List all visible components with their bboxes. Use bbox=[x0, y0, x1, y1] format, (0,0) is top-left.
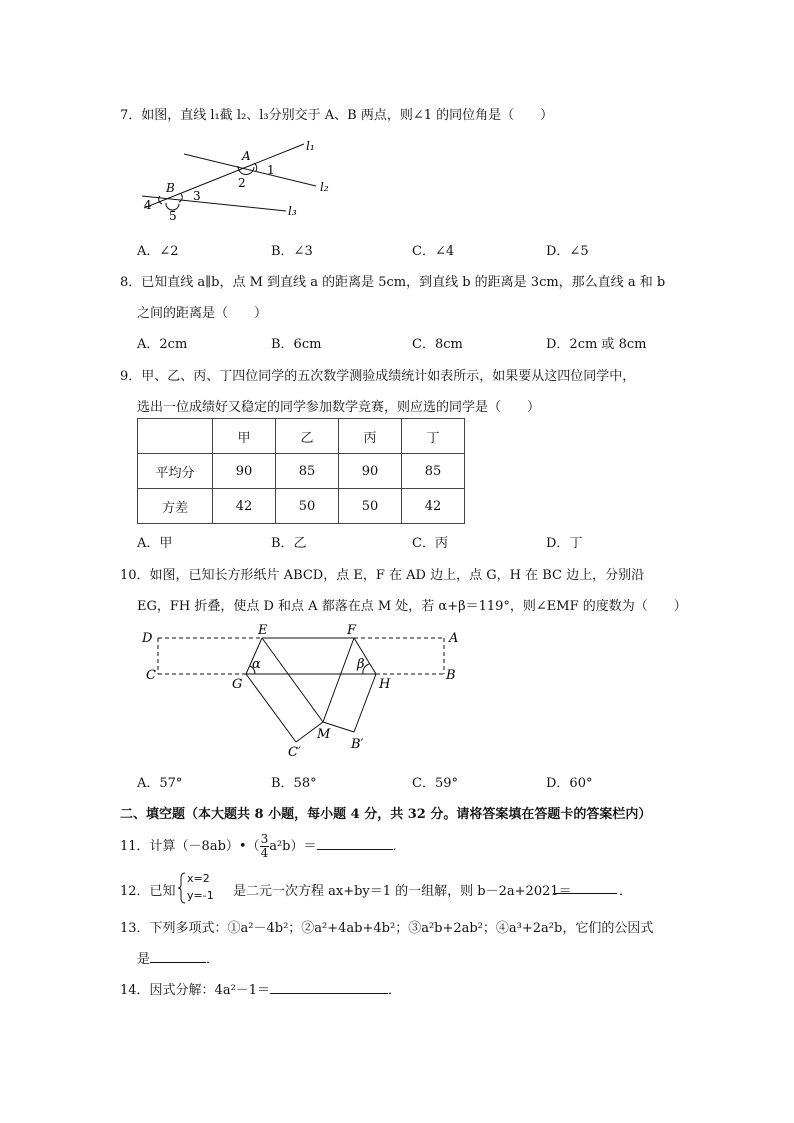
table-cell: 90 bbox=[339, 454, 402, 489]
q10-label-G: G bbox=[232, 677, 243, 692]
q7-label-1: 1 bbox=[267, 163, 275, 177]
q11-prefix: 11．计算（－8ab）•（ bbox=[120, 839, 260, 854]
q14 bbox=[120, 979, 401, 998]
table-row bbox=[138, 454, 465, 489]
q7-label-4: 4 bbox=[144, 198, 152, 212]
q12-suffix: ． bbox=[619, 884, 633, 899]
table-cell: 方差 bbox=[138, 489, 213, 524]
q9-line1: 9．甲、乙、丙、丁四位同学的五次数学测验成绩统计如表所示，如果要从这四位同学中， bbox=[120, 369, 636, 384]
q9-option-a: A．甲 bbox=[137, 536, 173, 551]
q10-label-A: A bbox=[449, 631, 459, 646]
q10-option-c: C．59° bbox=[412, 776, 458, 791]
q8-option-b: B．6cm bbox=[271, 337, 322, 352]
q7-label-l3: l₃ bbox=[288, 204, 297, 218]
q10-label-M: M bbox=[317, 727, 331, 742]
q11 bbox=[120, 832, 406, 862]
q8-option-d: D．2cm 或 8cm bbox=[546, 337, 647, 352]
q10-line1: 10．如图，已知长方形纸片 ABCD，点 E，F 在 AD 边上，点 G，H 在 BC 边上，分别沿 bbox=[120, 568, 645, 583]
q10-label-alpha: α bbox=[252, 657, 261, 672]
q8-line1: 8．已知直线 a∥b，点 M 到直线 a 的距离是 5cm，到直线 b 的距离是 3cm，那么直线 a 和 b bbox=[120, 275, 666, 290]
q12-middle: 是二元一次方程 ax+by＝1 的一组解，则 b－2a+2021＝ bbox=[233, 884, 572, 899]
q10-label-F: F bbox=[347, 623, 357, 638]
q10-seg-FM bbox=[323, 638, 354, 722]
q8-option-c: C．8cm bbox=[412, 337, 463, 352]
q11-fraction bbox=[260, 833, 270, 860]
q7-label-l2: l₂ bbox=[320, 180, 329, 194]
table-cell: 50 bbox=[339, 489, 402, 524]
q7-option-b: B．∠3 bbox=[271, 244, 313, 259]
q12-prefix: 12．已知 bbox=[120, 884, 176, 899]
q13-line2 bbox=[137, 948, 219, 967]
q10-label-H: H bbox=[379, 677, 391, 692]
q10-label-B: B bbox=[446, 668, 456, 683]
table-cell: 90 bbox=[213, 454, 276, 489]
q13-answer-blank[interactable] bbox=[150, 949, 206, 963]
q7-option-c: C．∠4 bbox=[412, 244, 455, 259]
q9-line2: 选出一位成绩好又稳定的同学参加数学竞赛，则应选的同学是（ ） bbox=[137, 400, 541, 415]
table-row bbox=[138, 489, 465, 524]
q10-label-Bp: B′ bbox=[351, 737, 364, 752]
q14-answer-blank[interactable] bbox=[270, 980, 388, 994]
q7-text: 7．如图，直线 l₁截 l₂、l₃分别交于 A、B 两点，则∠1 的同位角是（ ） bbox=[120, 108, 554, 123]
q10-option-d: D．60° bbox=[546, 776, 593, 791]
q12-brace-icon bbox=[178, 872, 186, 904]
q11-frac-num: 3 bbox=[260, 832, 269, 846]
q10-figure bbox=[138, 622, 468, 762]
q7-label-5: 5 bbox=[169, 209, 177, 223]
q9-option-d: D．丁 bbox=[546, 536, 583, 551]
q10-option-a: A．57° bbox=[137, 776, 183, 791]
q10-label-D: D bbox=[142, 631, 153, 646]
table-header-cell: 丙 bbox=[339, 419, 402, 454]
table-header-cell bbox=[138, 419, 213, 454]
q10-option-b: B．58° bbox=[271, 776, 317, 791]
q10-label-Cp: C′ bbox=[288, 745, 301, 760]
q7-option-d: D．∠5 bbox=[546, 244, 589, 259]
q11-frac-den: 4 bbox=[260, 846, 269, 860]
q7-label-A: A bbox=[242, 149, 251, 163]
q10-seg-HB bbox=[354, 674, 376, 732]
q8-option-a: A．2cm bbox=[137, 337, 188, 352]
table-cell: 85 bbox=[402, 454, 465, 489]
table-header-row bbox=[138, 419, 465, 454]
q11-suffix: ． bbox=[392, 839, 406, 854]
q7-arc-4 bbox=[159, 196, 162, 204]
q9-option-c: C．丙 bbox=[412, 536, 448, 551]
table-cell: 42 bbox=[402, 489, 465, 524]
q7-label-2: 2 bbox=[238, 176, 246, 190]
section2-title: 二、填空题（本大题共 8 小题，每小题 4 分，共 32 分。请将答案填在答题卡的答案栏内） bbox=[120, 807, 652, 822]
q12-eq2: y=-1 bbox=[187, 889, 214, 902]
q7-figure bbox=[136, 136, 356, 226]
q12-answer-blank[interactable] bbox=[553, 880, 617, 894]
q9-score-table bbox=[137, 418, 465, 524]
q14-prefix: 14．因式分解：4a²－1＝ bbox=[120, 983, 271, 998]
q7-label-3: 3 bbox=[193, 189, 201, 203]
q7-line-l3 bbox=[142, 196, 286, 211]
q7-option-a: A．∠2 bbox=[137, 244, 179, 259]
q10-label-E: E bbox=[258, 623, 268, 638]
q13-suffix: ． bbox=[206, 952, 220, 967]
q11-after-frac: a²b）＝ bbox=[269, 839, 317, 854]
q10-label-C: C bbox=[146, 668, 156, 683]
table-header-cell: 乙 bbox=[276, 419, 339, 454]
q14-suffix: ． bbox=[388, 983, 402, 998]
q7-label-l1: l₁ bbox=[306, 139, 315, 153]
q12-eq1: x=2 bbox=[187, 872, 210, 885]
q8-line2: 之间的距离是（ ） bbox=[137, 306, 268, 321]
q7-arc-3 bbox=[179, 194, 182, 202]
q11-answer-blank[interactable] bbox=[317, 836, 393, 850]
q13-line1: 13．下列多项式：①a²－4b²；②a²+4ab+4b²；③a²b+2ab²；④a³+2a²b，它们的公因式 bbox=[120, 921, 654, 936]
table-cell: 50 bbox=[276, 489, 339, 524]
q9-option-b: B．乙 bbox=[271, 536, 307, 551]
q10-seg-GC bbox=[246, 674, 296, 742]
q10-seg-EM bbox=[262, 638, 323, 722]
q10-line2: EG，FH 折叠，使点 D 和点 A 都落在点 M 处，若 α+β＝119°，则∠EMF 的度数为（ ） bbox=[137, 599, 687, 614]
table-cell: 42 bbox=[213, 489, 276, 524]
table-cell: 85 bbox=[276, 454, 339, 489]
table-header-cell: 丁 bbox=[402, 419, 465, 454]
table-header-cell: 甲 bbox=[213, 419, 276, 454]
q10-label-beta: β bbox=[357, 657, 365, 672]
table-cell: 平均分 bbox=[138, 454, 213, 489]
q7-label-B: B bbox=[166, 181, 175, 195]
q13-line2-text: 是 bbox=[137, 952, 151, 967]
